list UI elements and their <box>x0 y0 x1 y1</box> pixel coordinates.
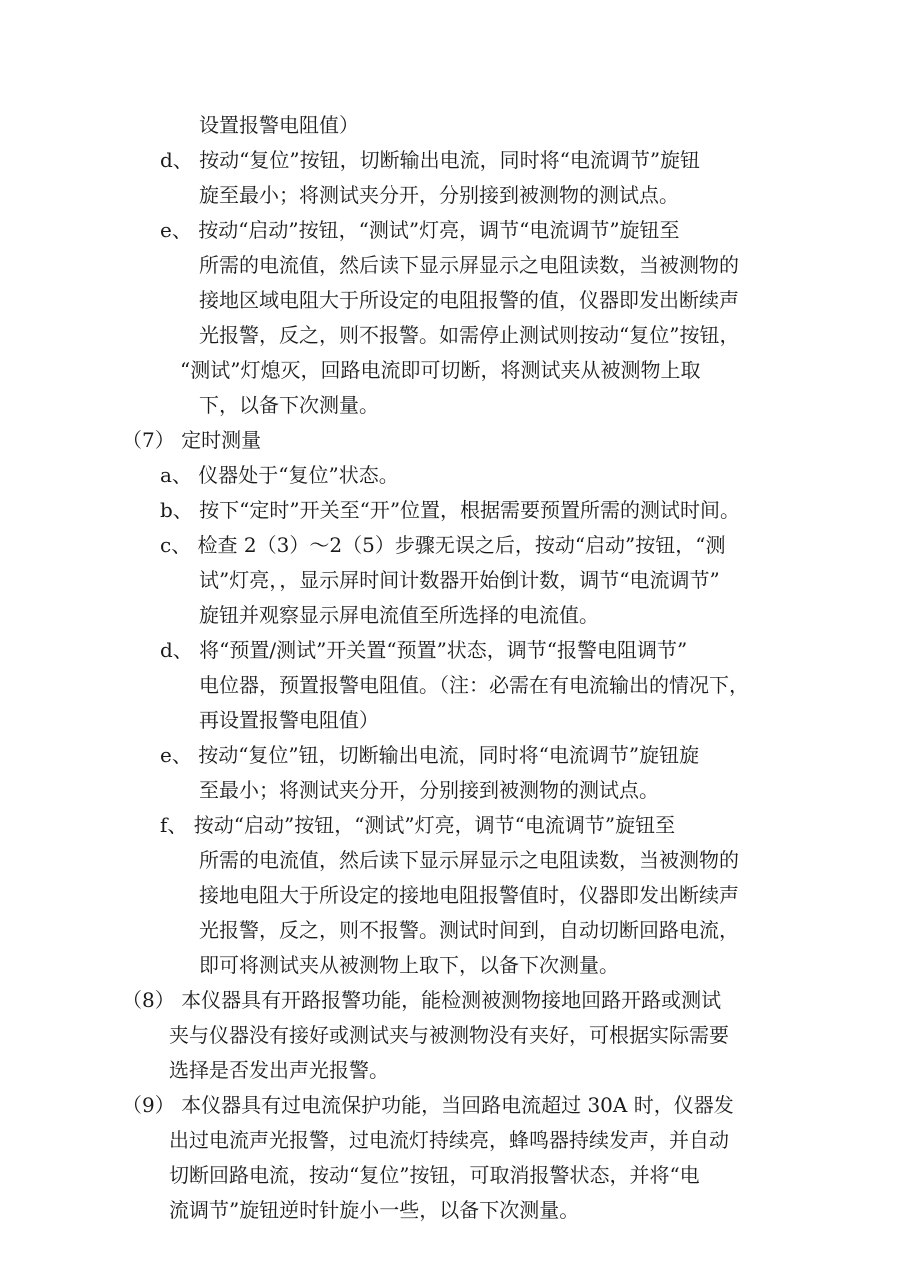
text-line: b、 按下“定时”开关至“开”位置，根据需要预置所需的测试时间。 <box>160 498 741 522</box>
text-line: 选择是否发出声光报警。 <box>169 1058 389 1082</box>
text-line: 试”灯亮，，显示屏时间计数器开始倒计数，调节“电流调节” <box>199 568 720 592</box>
text-line: 至最小；将测试夹分开，分别接到被测物的测试点。 <box>199 778 659 802</box>
text-line: 再设置报警电阻值） <box>199 708 379 732</box>
text-line: e、 按动“复位”钮，切断输出电流，同时将“电流调节”旋钮旋 <box>160 743 700 767</box>
text-line: f、 按动“启动”按钮，“测试”灯亮，调节“电流调节”旋钮至 <box>160 813 676 837</box>
text-line: 切断回路电流，按动“复位”按钮，可取消报警状态，并将“电 <box>169 1163 700 1187</box>
text-line: c、 检查 2（3）～2（5）步骤无误之后，按动“启动”按钮，“测 <box>160 533 726 557</box>
text-line: a、 仪器处于“复位”状态。 <box>160 463 399 487</box>
text-line: 所需的电流值，然后读下显示屏显示之电阻读数，当被测物的 <box>199 253 739 277</box>
text-line: 流调节”旋钮逆时针旋小一些，以备下次测量。 <box>169 1198 580 1222</box>
text-line: 即可将测试夹从被测物上取下，以备下次测量。 <box>199 953 619 977</box>
text-line: d、 将“预置/测试”开关置“预置”状态，调节“报警电阻调节” <box>160 638 688 662</box>
text-line: 夹与仪器没有接好或测试夹与被测物没有夹好，可根据实际需要 <box>169 1023 729 1047</box>
text-line: （8） 本仪器具有开路报警功能，能检测被测物接地回路开路或测试 <box>122 988 722 1012</box>
text-line: 旋钮并观察显示屏电流值至所选择的电流值。 <box>199 603 599 627</box>
text-line: 接地电阻大于所设定的接地电阻报警值时，仪器即发出断续声 <box>199 883 739 907</box>
text-line: 旋至最小；将测试夹分开，分别接到被测物的测试点。 <box>199 183 679 207</box>
text-line: 光报警，反之，则不报警。如需停止测试则按动“复位”按钮， <box>199 323 740 347</box>
text-line: （9） 本仪器具有过电流保护功能，当回路电流超过 30A 时，仪器发 <box>122 1093 734 1117</box>
text-line: 光报警，反之，则不报警。测试时间到，自动切断回路电流， <box>199 918 739 942</box>
text-line: 接地区域电阻大于所设定的电阻报警的值，仪器即发出断续声 <box>199 288 739 312</box>
text-line: “测试”灯熄灭，回路电流即可切断，将测试夹从被测物上取 <box>180 358 701 382</box>
text-line: 设置报警电阻值） <box>199 113 359 137</box>
text-line: e、 按动“启动”按钮，“测试”灯亮，调节“电流调节”旋钮至 <box>160 218 680 242</box>
text-line: d、 按动“复位”按钮，切断输出电流，同时将“电流调节”旋钮 <box>160 148 701 172</box>
text-line: 出过电流声光报警，过电流灯持续亮，蜂鸣器持续发声，并自动 <box>169 1128 729 1152</box>
text-line: 下，以备下次测量。 <box>199 393 379 417</box>
section-heading: （7） 定时测量 <box>122 428 262 452</box>
text-line: 电位器，预置报警电阻值。（注：必需在有电流输出的情况下， <box>199 673 749 697</box>
text-line: 所需的电流值，然后读下显示屏显示之电阻读数，当被测物的 <box>199 848 739 872</box>
